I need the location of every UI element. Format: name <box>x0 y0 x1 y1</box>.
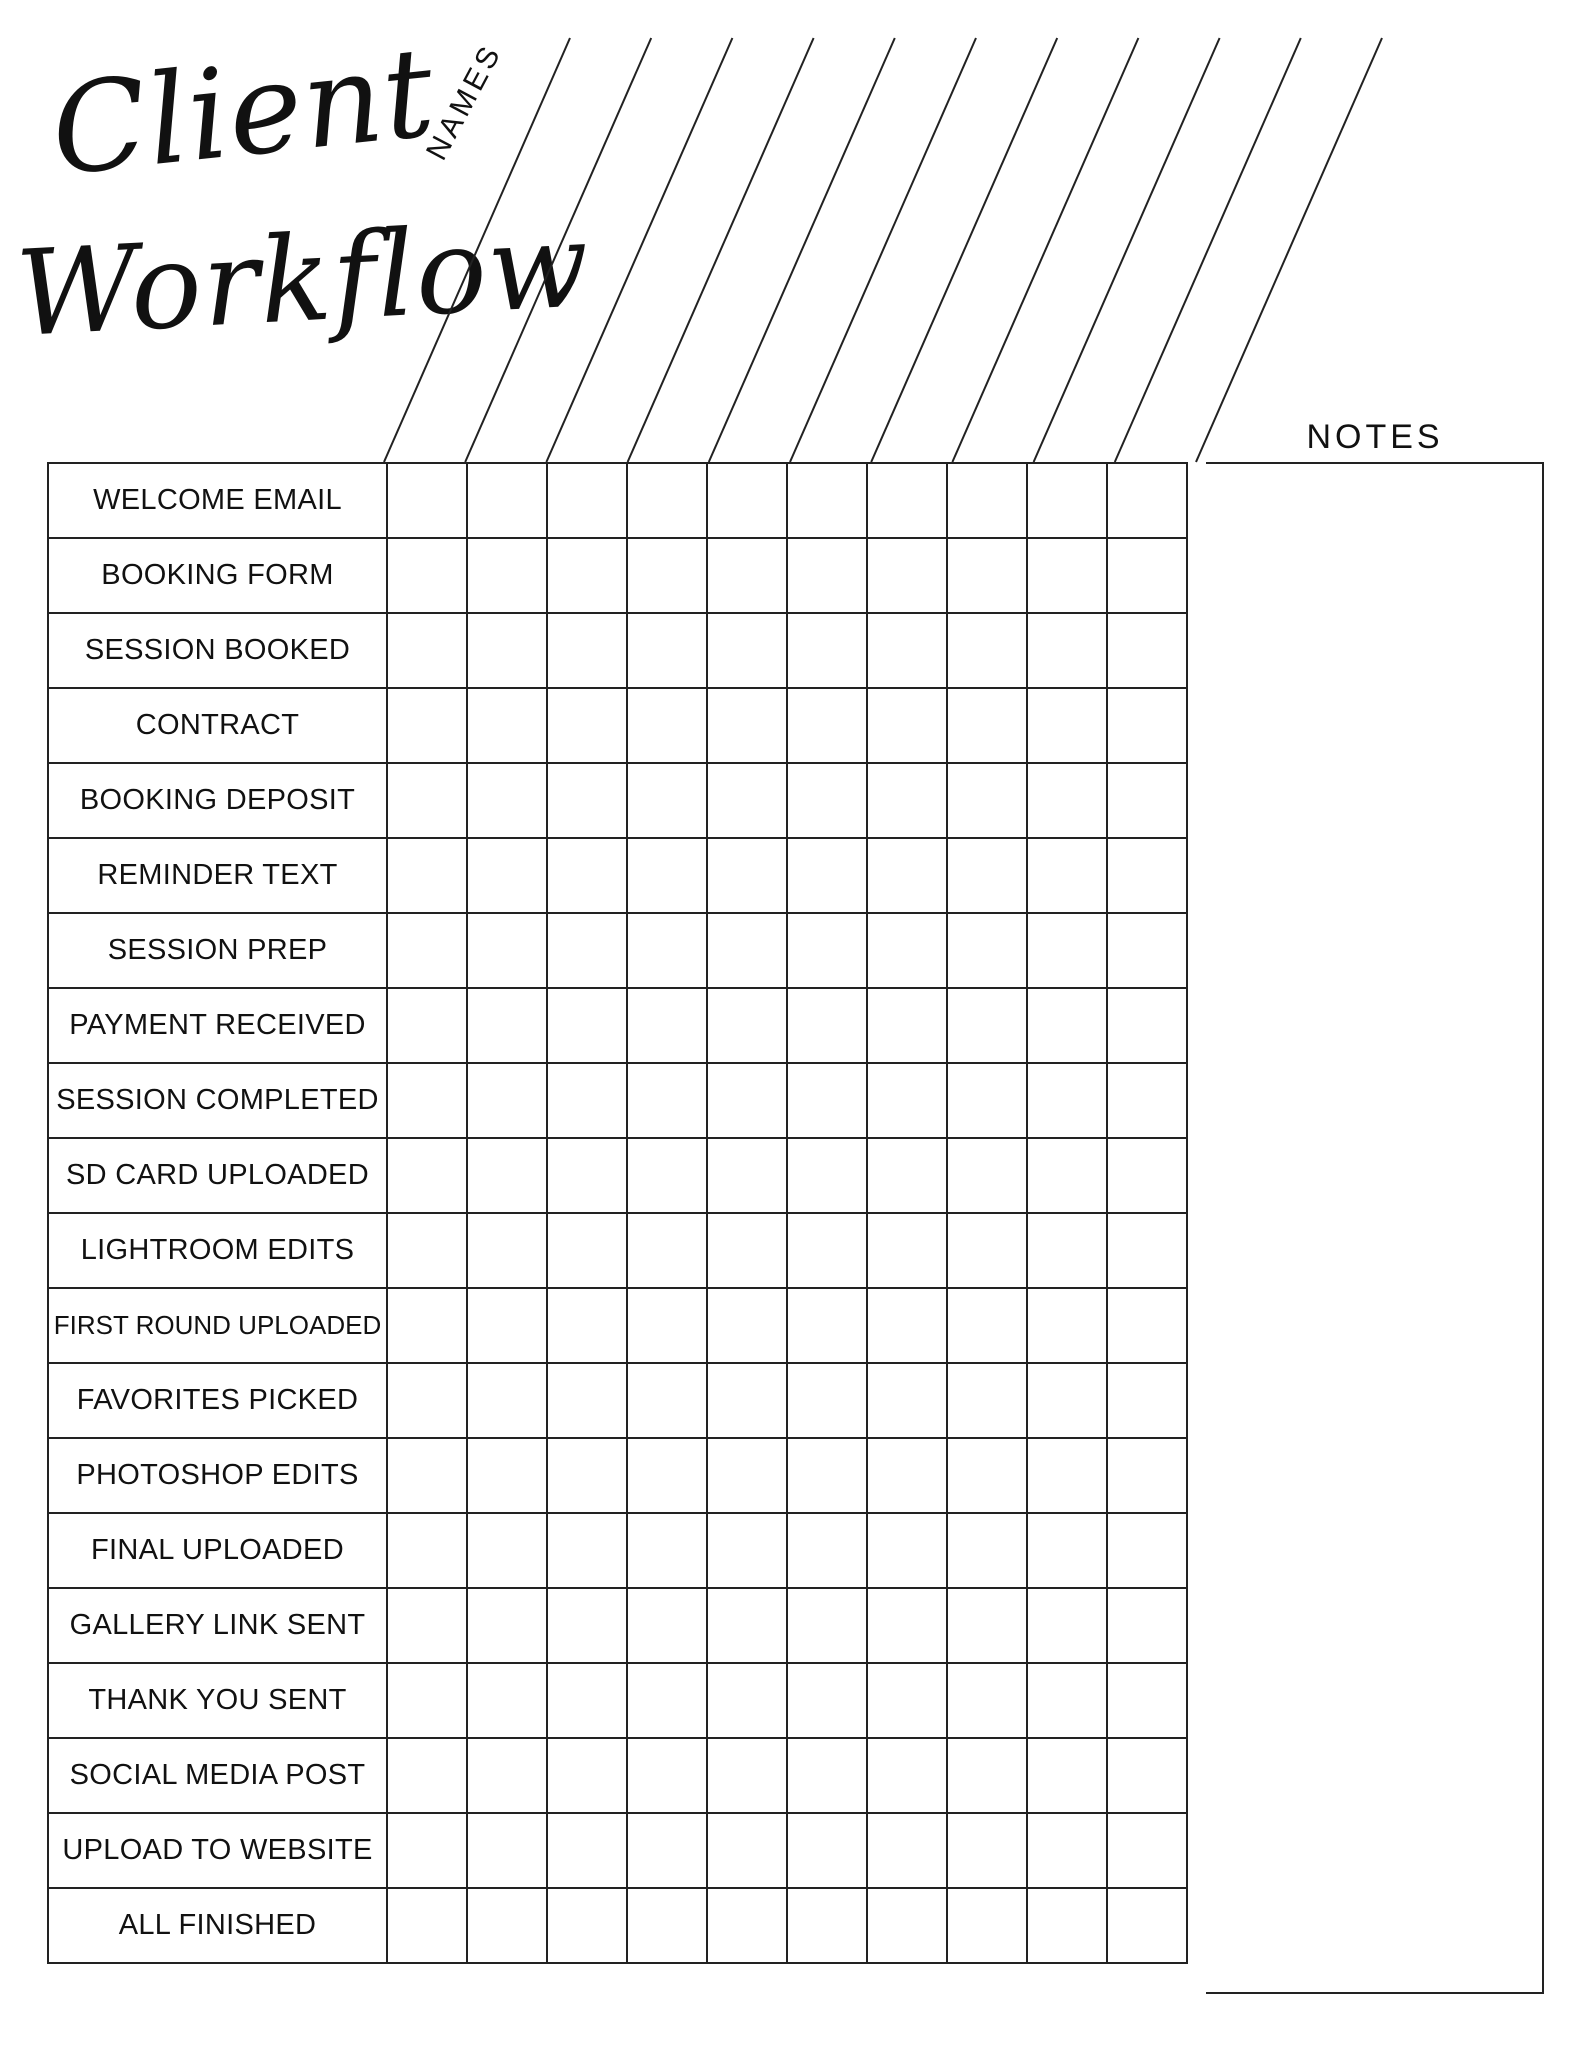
checkbox-cell[interactable] <box>627 1363 707 1438</box>
name-column-divider <box>465 38 651 462</box>
checkbox-cell[interactable] <box>627 463 707 538</box>
checkbox-cell[interactable] <box>1027 1513 1107 1588</box>
checkbox-cell[interactable] <box>387 1813 467 1888</box>
checkbox-cell[interactable] <box>787 1063 867 1138</box>
task-label: LIGHTROOM EDITS <box>48 1213 387 1288</box>
task-row <box>48 988 1187 1063</box>
task-label: FAVORITES PICKED <box>48 1363 387 1438</box>
checkbox-cell[interactable] <box>867 988 947 1063</box>
checkbox-cell[interactable] <box>867 763 947 838</box>
checkbox-cell[interactable] <box>867 1288 947 1363</box>
checkbox-cell[interactable] <box>547 688 627 763</box>
checkbox-cell[interactable] <box>867 1813 947 1888</box>
checkbox-cell[interactable] <box>1107 1138 1187 1213</box>
checkbox-cell[interactable] <box>707 1213 787 1288</box>
checkbox-cell[interactable] <box>547 538 627 613</box>
task-row <box>48 913 1187 988</box>
checkbox-cell[interactable] <box>947 1663 1027 1738</box>
checkbox-cell[interactable] <box>1107 1063 1187 1138</box>
name-column-headers <box>0 0 1588 470</box>
checkbox-cell[interactable] <box>1107 538 1187 613</box>
checkbox-cell[interactable] <box>947 1813 1027 1888</box>
checkbox-cell[interactable] <box>547 1588 627 1663</box>
checkbox-cell[interactable] <box>547 1063 627 1138</box>
checkbox-cell[interactable] <box>707 1363 787 1438</box>
checkbox-cell[interactable] <box>387 1888 467 1963</box>
checkbox-cell[interactable] <box>1107 1213 1187 1288</box>
checkbox-cell[interactable] <box>1027 763 1107 838</box>
checkbox-cell[interactable] <box>387 1288 467 1363</box>
checkbox-cell[interactable] <box>867 1888 947 1963</box>
checkbox-cell[interactable] <box>547 463 627 538</box>
checkbox-cell[interactable] <box>787 913 867 988</box>
checkbox-cell[interactable] <box>547 1363 627 1438</box>
checkbox-cell[interactable] <box>387 1513 467 1588</box>
task-row <box>48 1138 1187 1213</box>
checkbox-cell[interactable] <box>1027 1213 1107 1288</box>
notes-label: NOTES <box>1306 418 1444 456</box>
checkbox-cell[interactable] <box>467 913 547 988</box>
name-column-divider <box>952 38 1138 462</box>
checkbox-cell[interactable] <box>947 1288 1027 1363</box>
checkbox-cell[interactable] <box>1027 913 1107 988</box>
task-row <box>48 1888 1187 1963</box>
checkbox-cell[interactable] <box>627 1813 707 1888</box>
checkbox-cell[interactable] <box>867 538 947 613</box>
checkbox-cell[interactable] <box>947 463 1027 538</box>
checkbox-cell[interactable] <box>947 1438 1027 1513</box>
checkbox-cell[interactable] <box>547 913 627 988</box>
checkbox-cell[interactable] <box>1027 1288 1107 1363</box>
checkbox-cell[interactable] <box>867 1588 947 1663</box>
checkbox-cell[interactable] <box>467 1738 547 1813</box>
checkbox-cell[interactable] <box>707 988 787 1063</box>
checkbox-cell[interactable] <box>707 688 787 763</box>
checkbox-cell[interactable] <box>707 1138 787 1213</box>
checkbox-cell[interactable] <box>627 913 707 988</box>
task-label: BOOKING DEPOSIT <box>48 763 387 838</box>
checkbox-cell[interactable] <box>1107 913 1187 988</box>
checkbox-cell[interactable] <box>547 1513 627 1588</box>
task-row <box>48 613 1187 688</box>
task-row <box>48 1513 1187 1588</box>
checkbox-cell[interactable] <box>467 1063 547 1138</box>
checkbox-cell[interactable] <box>627 1888 707 1963</box>
checkbox-cell[interactable] <box>867 1363 947 1438</box>
checkbox-cell[interactable] <box>947 913 1027 988</box>
checkbox-cell[interactable] <box>947 1588 1027 1663</box>
checkbox-cell[interactable] <box>467 538 547 613</box>
checkbox-cell[interactable] <box>387 1663 467 1738</box>
checkbox-cell[interactable] <box>1027 1738 1107 1813</box>
checkbox-cell[interactable] <box>787 763 867 838</box>
name-column-divider <box>1034 38 1220 462</box>
checkbox-cell[interactable] <box>947 1363 1027 1438</box>
checkbox-cell[interactable] <box>467 1138 547 1213</box>
checkbox-cell[interactable] <box>707 1513 787 1588</box>
checkbox-cell[interactable] <box>787 1663 867 1738</box>
checkbox-cell[interactable] <box>1107 1813 1187 1888</box>
checkbox-cell[interactable] <box>1107 1513 1187 1588</box>
checkbox-cell[interactable] <box>867 1213 947 1288</box>
task-row <box>48 1813 1187 1888</box>
checkbox-cell[interactable] <box>627 1663 707 1738</box>
checkbox-cell[interactable] <box>707 613 787 688</box>
checkbox-cell[interactable] <box>1107 688 1187 763</box>
checkbox-cell[interactable] <box>627 1513 707 1588</box>
checkbox-cell[interactable] <box>547 613 627 688</box>
checkbox-cell[interactable] <box>1107 1888 1187 1963</box>
checkbox-cell[interactable] <box>1107 1438 1187 1513</box>
title-line-client: Client <box>44 20 442 204</box>
task-row <box>48 463 1187 538</box>
checkbox-cell[interactable] <box>787 1438 867 1513</box>
checkbox-cell[interactable] <box>867 1138 947 1213</box>
checkbox-cell[interactable] <box>467 1813 547 1888</box>
task-label: REMINDER TEXT <box>48 838 387 913</box>
checkbox-cell[interactable] <box>1027 613 1107 688</box>
checkbox-cell[interactable] <box>387 613 467 688</box>
task-row <box>48 1588 1187 1663</box>
checkbox-cell[interactable] <box>947 1138 1027 1213</box>
checkbox-cell[interactable] <box>707 1288 787 1363</box>
checkbox-cell[interactable] <box>947 613 1027 688</box>
checkbox-cell[interactable] <box>467 838 547 913</box>
checkbox-cell[interactable] <box>707 1063 787 1138</box>
checkbox-cell[interactable] <box>387 1438 467 1513</box>
checkbox-cell[interactable] <box>627 1138 707 1213</box>
checkbox-cell[interactable] <box>787 1738 867 1813</box>
checkbox-cell[interactable] <box>547 1663 627 1738</box>
checkbox-cell[interactable] <box>1027 1813 1107 1888</box>
task-label: GALLERY LINK SENT <box>48 1588 387 1663</box>
checkbox-cell[interactable] <box>1107 1663 1187 1738</box>
checkbox-cell[interactable] <box>787 1888 867 1963</box>
checkbox-cell[interactable] <box>1027 1438 1107 1513</box>
checkbox-cell[interactable] <box>1027 988 1107 1063</box>
checkbox-cell[interactable] <box>547 1438 627 1513</box>
checkbox-cell[interactable] <box>627 1213 707 1288</box>
checkbox-cell[interactable] <box>387 1213 467 1288</box>
checkbox-cell[interactable] <box>627 1288 707 1363</box>
checkbox-cell[interactable] <box>707 1438 787 1513</box>
checkbox-cell[interactable] <box>627 1588 707 1663</box>
checkbox-cell[interactable] <box>1107 988 1187 1063</box>
task-label: THANK YOU SENT <box>48 1663 387 1738</box>
checkbox-cell[interactable] <box>947 1213 1027 1288</box>
checkbox-cell[interactable] <box>707 763 787 838</box>
task-label: SESSION BOOKED <box>48 613 387 688</box>
task-label: ALL FINISHED <box>48 1888 387 1963</box>
checkbox-cell[interactable] <box>467 1288 547 1363</box>
checkbox-cell[interactable] <box>867 1663 947 1738</box>
task-row <box>48 1063 1187 1138</box>
checkbox-cell[interactable] <box>1027 1063 1107 1138</box>
task-row <box>48 1363 1187 1438</box>
checkbox-cell[interactable] <box>547 763 627 838</box>
checkbox-cell[interactable] <box>467 1438 547 1513</box>
checkbox-cell[interactable] <box>787 688 867 763</box>
checkbox-cell[interactable] <box>947 538 1027 613</box>
task-label: SESSION COMPLETED <box>48 1063 387 1138</box>
checkbox-cell[interactable] <box>1107 1363 1187 1438</box>
checkbox-cell[interactable] <box>627 1063 707 1138</box>
checkbox-cell[interactable] <box>467 463 547 538</box>
checkbox-cell[interactable] <box>627 538 707 613</box>
checkbox-cell[interactable] <box>867 1438 947 1513</box>
checkbox-cell[interactable] <box>467 1213 547 1288</box>
task-label: PHOTOSHOP EDITS <box>48 1438 387 1513</box>
checkbox-cell[interactable] <box>387 1738 467 1813</box>
task-row <box>48 838 1187 913</box>
checkbox-cell[interactable] <box>627 688 707 763</box>
checkbox-cell[interactable] <box>1027 1888 1107 1963</box>
checkbox-cell[interactable] <box>467 1888 547 1963</box>
task-row <box>48 688 1187 763</box>
checkbox-cell[interactable] <box>467 763 547 838</box>
checkbox-cell[interactable] <box>547 1738 627 1813</box>
names-column-label: NAMES <box>420 38 509 166</box>
workflow-grid <box>47 462 1188 1964</box>
checkbox-cell[interactable] <box>867 463 947 538</box>
name-column-divider <box>628 38 814 462</box>
checkbox-cell[interactable] <box>627 838 707 913</box>
task-label: SD CARD UPLOADED <box>48 1138 387 1213</box>
checkbox-cell[interactable] <box>627 763 707 838</box>
checkbox-cell[interactable] <box>547 1288 627 1363</box>
checkbox-cell[interactable] <box>947 1063 1027 1138</box>
checkbox-cell[interactable] <box>947 988 1027 1063</box>
checkbox-cell[interactable] <box>787 1138 867 1213</box>
checkbox-cell[interactable] <box>387 463 467 538</box>
checkbox-cell[interactable] <box>1107 763 1187 838</box>
checkbox-cell[interactable] <box>1107 1738 1187 1813</box>
checkbox-cell[interactable] <box>387 913 467 988</box>
checkbox-cell[interactable] <box>707 1588 787 1663</box>
checkbox-cell[interactable] <box>707 538 787 613</box>
checkbox-cell[interactable] <box>707 913 787 988</box>
checkbox-cell[interactable] <box>1027 1363 1107 1438</box>
checkbox-cell[interactable] <box>1107 838 1187 913</box>
checkbox-cell[interactable] <box>387 1588 467 1663</box>
checkbox-cell[interactable] <box>547 838 627 913</box>
checkbox-cell[interactable] <box>547 1138 627 1213</box>
notes-area[interactable] <box>1206 462 1544 1994</box>
checkbox-cell[interactable] <box>947 688 1027 763</box>
checkbox-cell[interactable] <box>707 1888 787 1963</box>
task-label: SOCIAL MEDIA POST <box>48 1738 387 1813</box>
checkbox-cell[interactable] <box>787 988 867 1063</box>
checkbox-cell[interactable] <box>787 1513 867 1588</box>
checkbox-cell[interactable] <box>787 463 867 538</box>
checkbox-cell[interactable] <box>627 1438 707 1513</box>
task-label: CONTRACT <box>48 688 387 763</box>
checkbox-cell[interactable] <box>467 1663 547 1738</box>
checkbox-cell[interactable] <box>867 688 947 763</box>
checkbox-cell[interactable] <box>947 838 1027 913</box>
checkbox-cell[interactable] <box>707 1738 787 1813</box>
checkbox-cell[interactable] <box>787 1588 867 1663</box>
checkbox-cell[interactable] <box>1027 463 1107 538</box>
title-line-workflow: Workflow <box>12 195 593 363</box>
checkbox-cell[interactable] <box>467 688 547 763</box>
checkbox-cell[interactable] <box>787 1813 867 1888</box>
checkbox-cell[interactable] <box>1107 1588 1187 1663</box>
checkbox-cell[interactable] <box>1027 538 1107 613</box>
task-label: SESSION PREP <box>48 913 387 988</box>
name-column-divider <box>709 38 895 462</box>
checkbox-cell[interactable] <box>467 988 547 1063</box>
task-label: BOOKING FORM <box>48 538 387 613</box>
checkbox-cell[interactable] <box>707 463 787 538</box>
task-row <box>48 1213 1187 1288</box>
checkbox-cell[interactable] <box>547 1888 627 1963</box>
checkbox-cell[interactable] <box>787 1363 867 1438</box>
checkbox-cell[interactable] <box>1027 1588 1107 1663</box>
checkbox-cell[interactable] <box>387 538 467 613</box>
checkbox-cell[interactable] <box>627 613 707 688</box>
name-column-divider <box>1196 38 1382 462</box>
checkbox-cell[interactable] <box>387 763 467 838</box>
checkbox-cell[interactable] <box>787 838 867 913</box>
checkbox-cell[interactable] <box>787 1288 867 1363</box>
checkbox-cell[interactable] <box>387 838 467 913</box>
checkbox-cell[interactable] <box>467 1363 547 1438</box>
checkbox-cell[interactable] <box>387 988 467 1063</box>
task-label: PAYMENT RECEIVED <box>48 988 387 1063</box>
checkbox-cell[interactable] <box>1107 1288 1187 1363</box>
name-column-divider <box>1115 38 1301 462</box>
task-label: WELCOME EMAIL <box>48 463 387 538</box>
name-column-divider <box>790 38 976 462</box>
checkbox-cell[interactable] <box>947 1888 1027 1963</box>
checkbox-cell[interactable] <box>547 1213 627 1288</box>
checkbox-cell[interactable] <box>867 1063 947 1138</box>
checkbox-cell[interactable] <box>547 988 627 1063</box>
checkbox-cell[interactable] <box>627 1738 707 1813</box>
checkbox-cell[interactable] <box>707 838 787 913</box>
checkbox-cell[interactable] <box>387 1063 467 1138</box>
checkbox-cell[interactable] <box>787 1213 867 1288</box>
checkbox-cell[interactable] <box>387 688 467 763</box>
checkbox-cell[interactable] <box>467 613 547 688</box>
checkbox-cell[interactable] <box>1027 1138 1107 1213</box>
checkbox-cell[interactable] <box>387 1138 467 1213</box>
checkbox-cell[interactable] <box>867 1738 947 1813</box>
task-row <box>48 763 1187 838</box>
name-column-divider <box>871 38 1057 462</box>
checkbox-cell[interactable] <box>787 538 867 613</box>
checkbox-cell[interactable] <box>547 1813 627 1888</box>
checkbox-cell[interactable] <box>1027 838 1107 913</box>
task-row <box>48 1438 1187 1513</box>
checkbox-cell[interactable] <box>1027 688 1107 763</box>
checkbox-cell[interactable] <box>867 613 947 688</box>
checkbox-cell[interactable] <box>787 613 867 688</box>
checkbox-cell[interactable] <box>947 763 1027 838</box>
task-label: FIRST ROUND UPLOADED <box>48 1288 387 1363</box>
task-label: FINAL UPLOADED <box>48 1513 387 1588</box>
checkbox-cell[interactable] <box>387 1363 467 1438</box>
checkbox-cell[interactable] <box>867 1513 947 1588</box>
checkbox-cell[interactable] <box>467 1513 547 1588</box>
checkbox-cell[interactable] <box>627 988 707 1063</box>
checkbox-cell[interactable] <box>1107 463 1187 538</box>
checkbox-cell[interactable] <box>707 1813 787 1888</box>
task-row <box>48 1738 1187 1813</box>
checkbox-cell[interactable] <box>867 913 947 988</box>
checkbox-cell[interactable] <box>707 1663 787 1738</box>
task-row <box>48 1288 1187 1363</box>
name-column-divider <box>546 38 732 462</box>
checkbox-cell[interactable] <box>947 1513 1027 1588</box>
task-row <box>48 538 1187 613</box>
checkbox-cell[interactable] <box>467 1588 547 1663</box>
checkbox-cell[interactable] <box>1107 613 1187 688</box>
checkbox-cell[interactable] <box>947 1738 1027 1813</box>
task-label: UPLOAD TO WEBSITE <box>48 1813 387 1888</box>
task-row <box>48 1663 1187 1738</box>
checkbox-cell[interactable] <box>1027 1663 1107 1738</box>
checkbox-cell[interactable] <box>867 838 947 913</box>
